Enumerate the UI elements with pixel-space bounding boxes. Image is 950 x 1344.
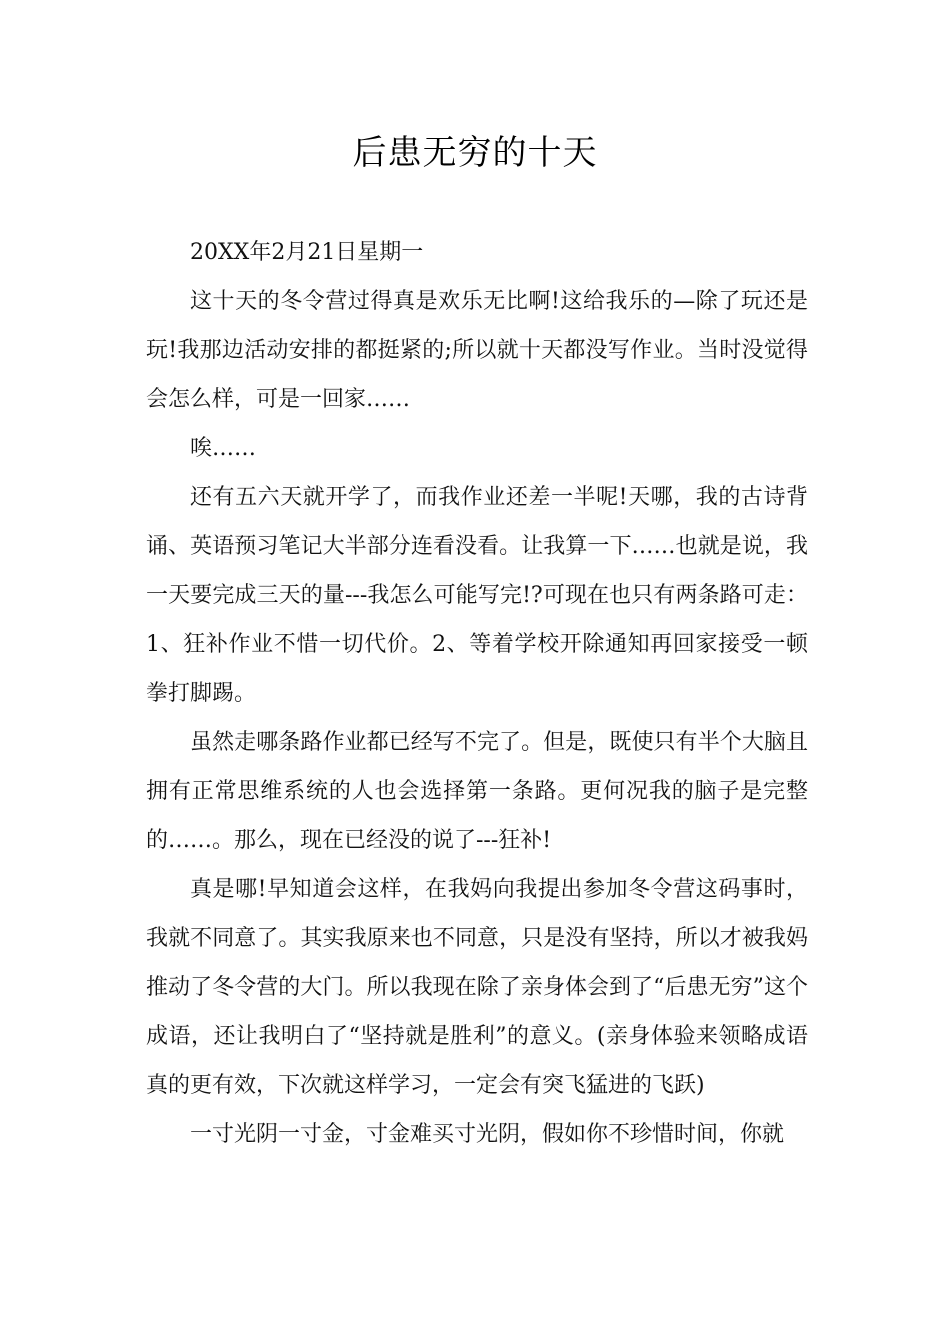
- document-title: 后患无穷的十天: [352, 133, 598, 173]
- body-paragraph: 唉……: [190, 436, 257, 461]
- body-paragraph: 还有五六天就开学了，而我作业还差一半呢!天哪，我的古诗背诵、英语预习笔记大半部分连看没看。让我算一下……也就是说，我一天要完成三天的量---我怎么可能写完!?可现在也只有两条路可走：1、狂补作业不惜一切代价。2、等着学校开除通知再回家接受一顿拳打脚踢。: [146, 485, 808, 706]
- date-line: 20XX年2月21日星期一: [190, 240, 424, 265]
- body-paragraph: 一寸光阴一寸金，寸金难买寸光阴，假如你不珍惜时间，你就: [190, 1122, 785, 1147]
- body-paragraph: 这十天的冬令营过得真是欢乐无比啊!这给我乐的—除了玩还是玩!我那边活动安排的都挺紧的;所以就十天都没写作业。当时没觉得会怎么样，可是一回家……: [146, 289, 808, 412]
- body-paragraph: 真是哪!早知道会这样，在我妈向我提出参加冬令营这码事时，我就不同意了。其实我原来也不同意，只是没有坚持，所以才被我妈推动了冬令营的大门。所以我现在除了亲身体会到了“后患无穷”这个成语，还让我明白了“坚持就是胜利”的意义。(亲身体验来领略成语真的更有效，下次就这样学习，一定会有突飞猛进的飞跃): [146, 877, 808, 1098]
- body-paragraph: 虽然走哪条路作业都已经写不完了。但是，既使只有半个大脑且拥有正常思维系统的人也会选择第一条路。更何况我的脑子是完整的……。那么，现在已经没的说了---狂补!: [146, 730, 808, 853]
- document-body: [146, 228, 808, 1159]
